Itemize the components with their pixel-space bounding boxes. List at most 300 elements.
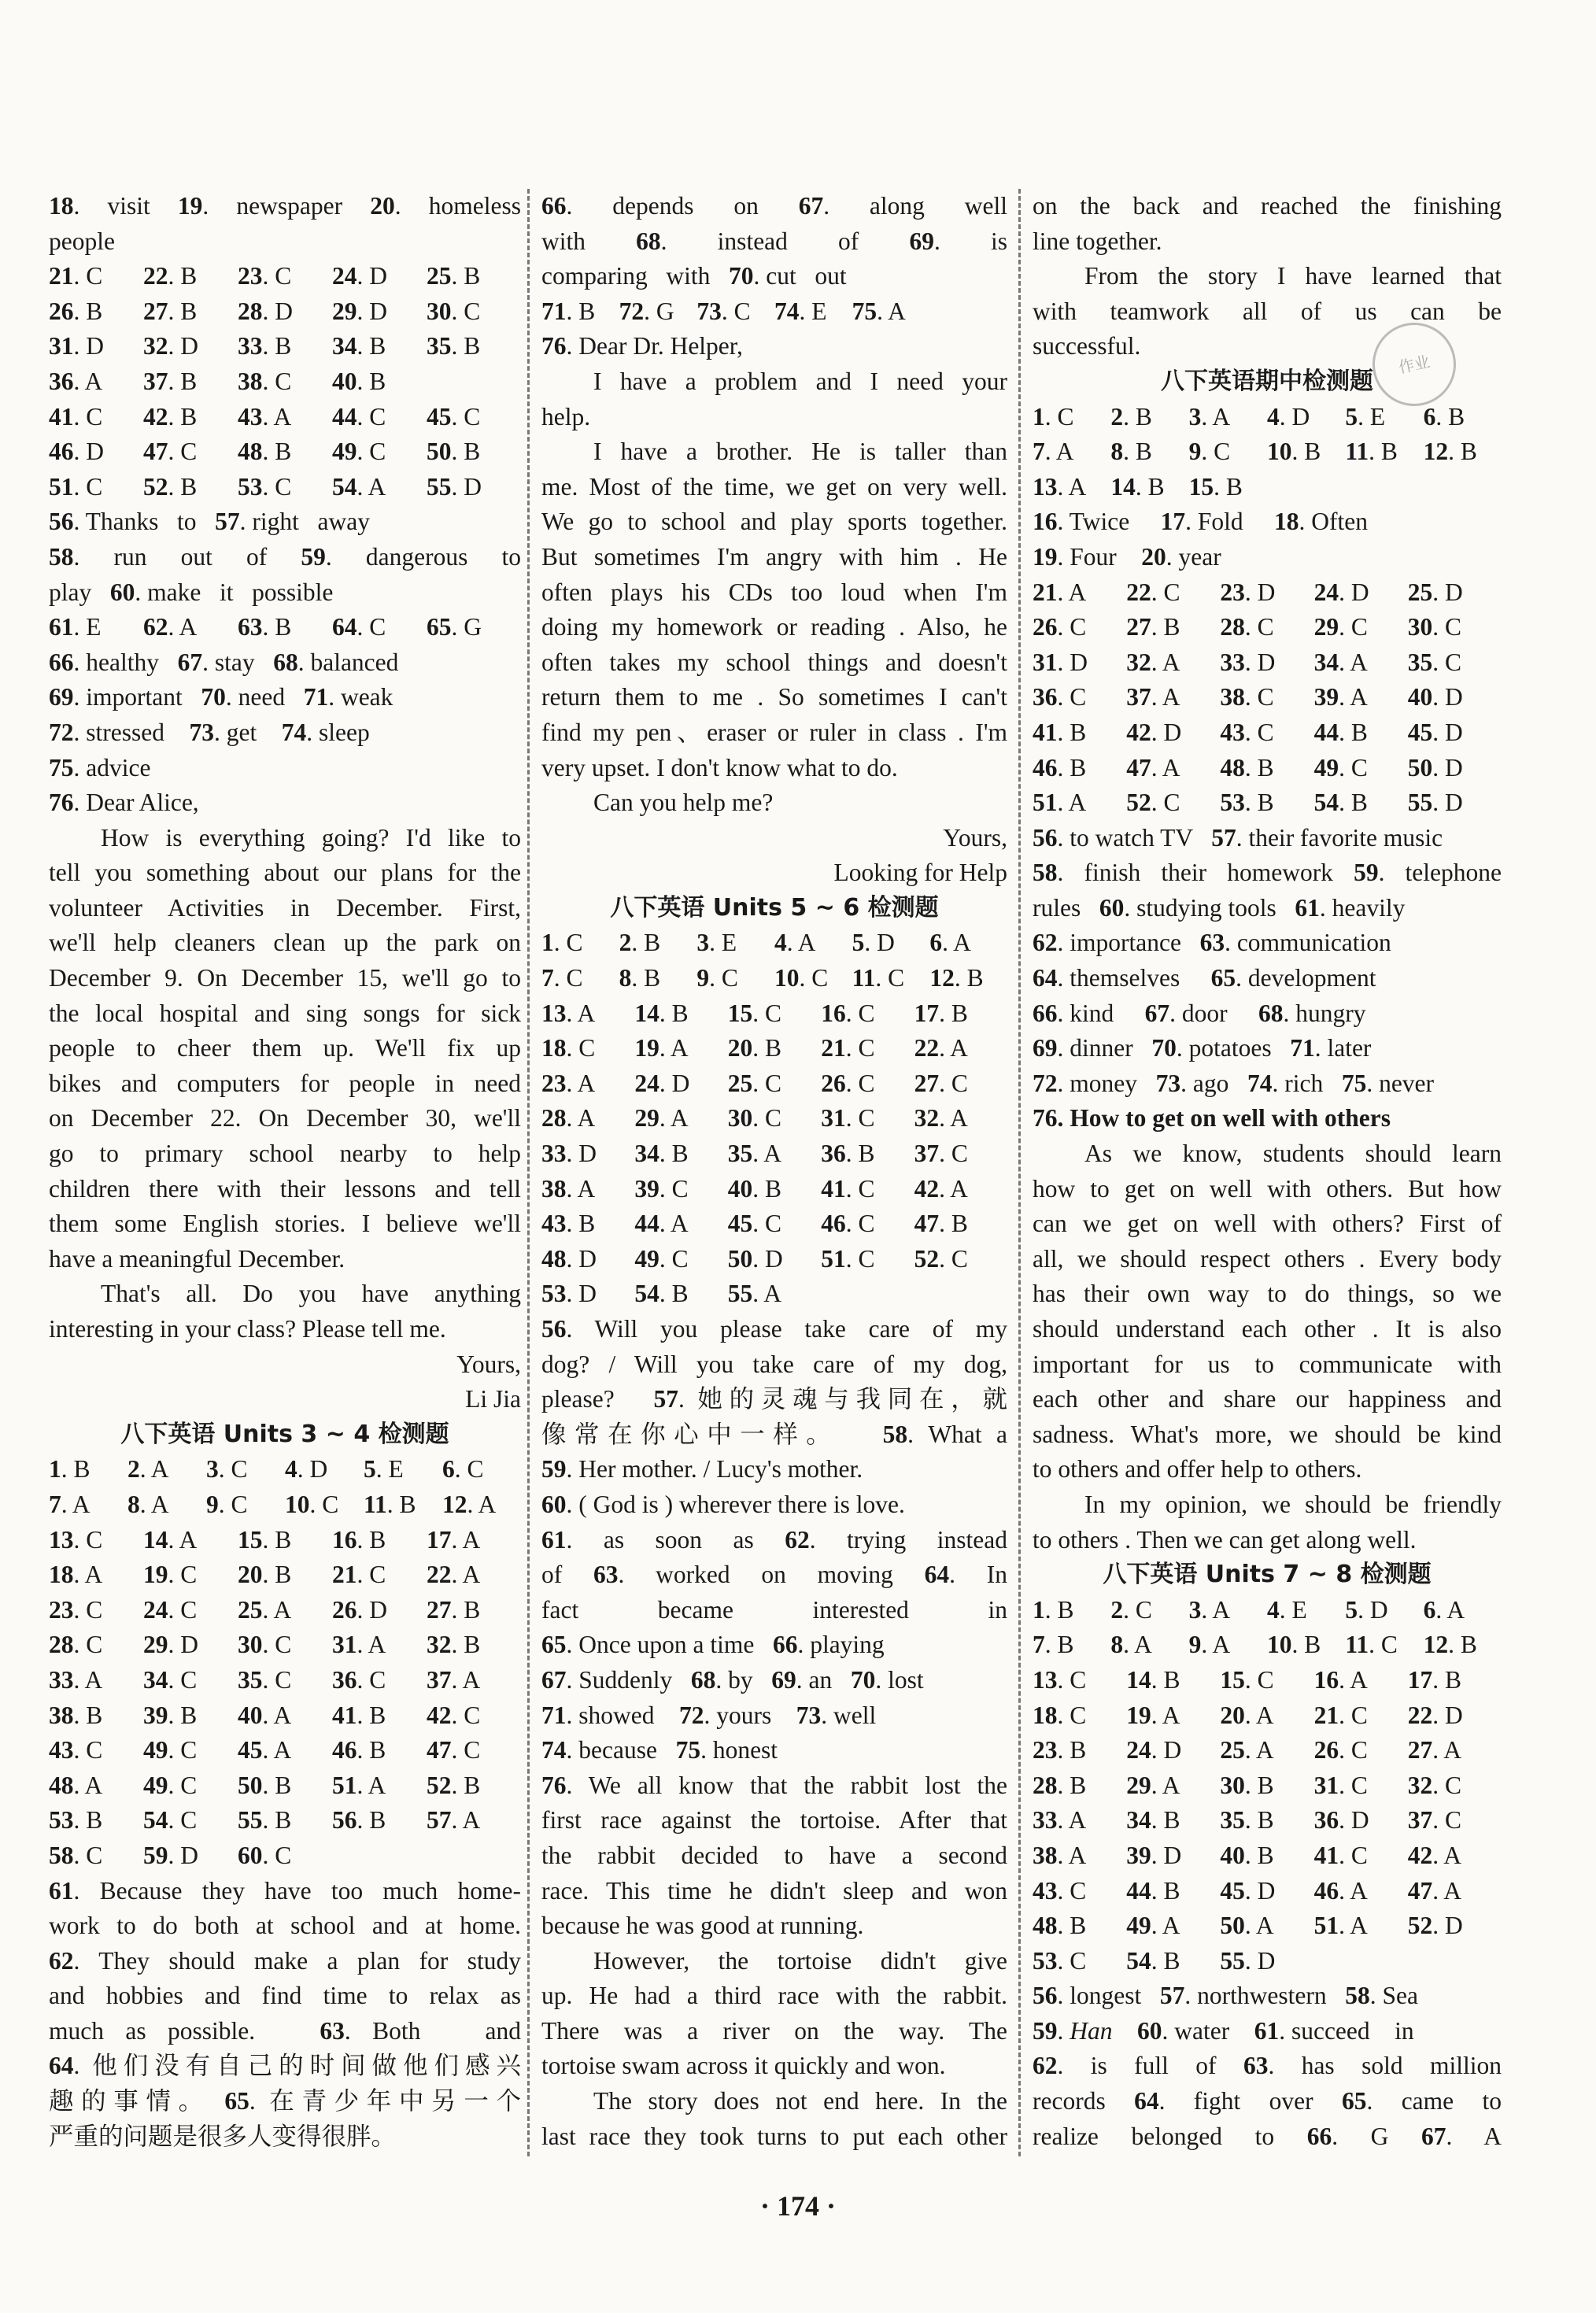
answer-item: 54. A [332,472,386,501]
answer-item: 46. C [821,1210,875,1238]
answer-item: 28. C [1220,613,1274,641]
answer-item: 50. B [238,1771,292,1799]
answer-item: 40. A [238,1701,292,1729]
answer-item: 33. D [541,1140,597,1168]
answer-item: 54. B [1313,789,1368,817]
text-line: comparing with 70. cut out [541,262,847,290]
text-line: I have a problem and I need your [593,367,1007,395]
text-line: please? 57. 她的灵魂与我同在，就 [541,1385,1007,1413]
answer-item: 58. C [49,1841,103,1869]
answer-item [427,1838,521,1874]
answer-item: 34. B [332,332,386,360]
text-line: because he was good at running. [541,1912,864,1940]
answer-item: 47. A [1407,1876,1462,1905]
text-line: work to do both at school and at home. [49,1912,521,1940]
text-line: play 60. make it possible [49,578,334,606]
answer-item: 6. C [442,1455,484,1483]
answer-item: 27. B [427,1595,481,1624]
answer-item: 35. C [238,1665,292,1694]
answer-row [49,1803,521,1838]
answer-item: 11. B [1345,438,1398,466]
answer-item: 55. D [427,472,482,501]
answer-item: 4. D [285,1455,328,1483]
answer-item: 14. B [1110,472,1165,501]
answer-row [541,996,1007,1032]
text-line: From the story I have learned that [1084,262,1502,290]
text-line: of 63. worked on moving 64. In [541,1561,1007,1589]
answer-item: 49. C [1313,753,1368,781]
text-line: find my pen、eraser or ruler in class . I'm [541,718,1007,746]
answer-item: 49. C [143,1771,198,1799]
answer-item: 28. B [1033,1771,1087,1799]
answer-item: 55. D [1407,789,1463,817]
answer-item: 35. B [427,332,481,360]
text-line: 18. visit 19. newspaper 20. homeless [49,192,522,220]
answer-item: 53. B [49,1806,103,1835]
answer-item: 31. A [332,1631,386,1659]
text-line: with teamwork all of us can be [1033,297,1502,325]
answer-item: 30. C [238,1631,292,1659]
text-line: fact became interested in [541,1595,1007,1624]
text-line: me. Most of the time, we get on very well. [541,472,1007,501]
answer-row [541,1101,1007,1136]
answer-item: 42. D [1126,718,1182,746]
text-line: 16. Twice 17. Fold 18. Often [1033,508,1368,536]
answer-item: 30. C [427,297,481,325]
text-line: line together. [1033,227,1162,255]
answer-item: 12. B [1423,1631,1477,1659]
text-line: 56. Will you please take care of my [541,1315,1007,1343]
text-line: people [49,227,115,255]
answer-row [1033,1663,1502,1698]
answer-row-6 [541,926,1007,961]
answer-item: 50. B [427,438,481,466]
answer-row [49,610,521,645]
text-line: 64. themselves 65. development [1033,964,1376,992]
answer-item: 31. D [49,332,104,360]
answer-item: 21. A [1033,578,1087,606]
text-line: realize belonged to 66. G 67. A [1033,2122,1502,2150]
answer-item: 72. G [619,297,674,325]
text-line: Yours, [456,1350,521,1378]
answer-item: 41. B [332,1701,386,1729]
answer-item: 35. C [1407,648,1462,676]
text-line: often takes my school things and doesn't [541,648,1007,676]
answer-row [49,434,521,470]
answer-item: 42. C [427,1701,481,1729]
answer-item: 33. A [49,1665,103,1694]
answer-item: 31. C [821,1104,875,1132]
answer-item: 18. A [49,1561,103,1589]
answer-item: 23. C [238,262,292,290]
text-line: 61. as soon as 62. trying instead [541,1525,1007,1554]
answer-item: 35. A [727,1140,782,1168]
answer-item: 4. E [1267,1595,1307,1624]
answer-item: 2. C [1110,1595,1152,1624]
text-line: bikes and computers for people in need [49,1069,521,1097]
answer-item: 1. B [1033,1595,1074,1624]
answer-item: 48. D [541,1244,597,1273]
answer-item: 49. A [1126,1912,1180,1940]
answer-item: 32. C [1407,1771,1462,1799]
answer-item [1345,470,1423,505]
answer-item [914,1277,1007,1312]
answer-item: 30. C [727,1104,782,1132]
text-line: dog? / Will you take care of my dog, [541,1350,1007,1378]
answer-item: 37. B [143,367,198,395]
text-line: with 68. instead of 69. is [541,227,1007,255]
answer-item: 24. C [143,1595,198,1624]
answer-item: 32. A [1126,648,1180,676]
answer-item: 64. C [332,613,386,641]
answer-item: 27. A [1407,1736,1462,1764]
text-line: tell you something about our plans for the [49,859,521,887]
answer-item: 59. D [143,1841,198,1869]
answer-item: 22. B [143,262,198,290]
answer-row-6 [1033,434,1502,470]
answer-item [929,294,1007,330]
answer-item: 33. B [238,332,292,360]
answer-row [541,1066,1007,1102]
answer-item: 45. C [427,402,481,430]
answer-item: 36. D [1313,1806,1369,1835]
text-line: 64. 他们没有自己的时间做他们感兴 [49,2052,521,2080]
answer-item: 44. B [1313,718,1368,746]
answer-row [1033,610,1502,645]
answer-item: 3. E [696,929,737,957]
text-line: very upset. I don't know what to do. [541,753,898,781]
column-left [49,189,521,2154]
answer-item: 12. A [442,1490,497,1518]
answer-item: 25. A [1220,1736,1274,1764]
answer-row-6 [1033,1628,1502,1663]
answer-item: 13. A [541,999,596,1027]
answer-item: 46. B [332,1736,386,1764]
answer-item: 48. A [49,1771,103,1799]
answer-item: 20. B [727,1034,782,1062]
text-line: 56. Thanks to 57. right away [49,508,371,536]
answer-item: 28. C [49,1631,103,1659]
answer-item: 51. A [1313,1912,1368,1940]
answer-item: 26. C [1033,613,1087,641]
answer-item: 10. B [1267,1631,1321,1659]
answer-item: 52. C [1126,789,1180,817]
answer-item: 21. C [332,1561,386,1589]
answer-item: 54. B [1126,1946,1180,1975]
answer-item: 41. B [1033,718,1087,746]
answer-row [1033,1838,1502,1874]
answer-item: 1. C [541,929,583,957]
text-line: As we know, students should learn [1084,1140,1502,1168]
answer-item: 34. A [1313,648,1368,676]
answer-row [49,1663,521,1698]
answer-item: 51. A [332,1771,386,1799]
answer-item: 30. B [1220,1771,1274,1799]
answer-item: 8. B [619,964,661,992]
answer-row [1033,1944,1502,1979]
answer-item: 42. A [1407,1841,1462,1869]
answer-item: 5. D [852,929,895,957]
answer-item: 38. B [49,1701,103,1729]
answer-item: 41. C [821,1174,875,1203]
answer-item [1314,1944,1408,1979]
text-line: 69. dinner 70. potatoes 71. later [1033,1034,1372,1062]
text-line: race. This time he didn't sleep and won [541,1876,1007,1905]
answer-item: 63. B [238,613,292,641]
answer-item: 44. A [634,1210,689,1238]
answer-item: 71. B [541,297,596,325]
answer-item: 27. C [914,1069,968,1097]
answer-item: 13. C [49,1525,103,1554]
text-line: 69. important 70. need 71. weak [49,683,393,711]
answer-item: 13. C [1033,1665,1087,1694]
answer-item: 53. B [1220,789,1274,817]
text-line: 74. because 75. honest [541,1736,778,1764]
answer-item: 25. D [1407,578,1463,606]
text-line: There was a river on the way. The [541,2016,1007,2045]
answer-item: 15. B [1188,472,1243,501]
answer-item: 52. D [1407,1912,1463,1940]
answer-item: 36. A [49,367,103,395]
text-line: 76. How to get on well with others [1033,1104,1391,1132]
answer-item: 9. C [1188,438,1231,466]
answer-item: 45. A [238,1736,292,1764]
text-line: Looking for Help [833,859,1007,887]
answer-row [1033,1803,1502,1838]
answer-item: 23. D [1220,578,1276,606]
answer-item: 24. D [634,1069,690,1097]
answer-item: 44. C [332,402,386,430]
answer-item: 49. C [332,438,386,466]
text-line: 56. longest 57. northwestern 58. Sea [1033,1982,1418,2010]
text-line: 76. We all know that the rabbit lost the [541,1771,1007,1799]
answer-item: 52. C [914,1244,968,1273]
text-line: 76. Dear Dr. Helper, [541,332,743,360]
text-line: 59. Han 60. water 61. succeed in [1033,2016,1414,2045]
section-heading: 八下英语期中检测题 [1161,367,1373,395]
text-line: volunteer Activities in December. First, [49,893,521,922]
answer-item: 65. G [427,613,482,641]
answer-item: 5. D [1345,1595,1388,1624]
watermark-stamp: 作业 [1365,315,1464,414]
answer-row [49,329,521,364]
answer-item: 17. B [914,999,968,1027]
text-line: 62. is full of 63. has sold million [1033,2052,1502,2080]
text-line: to others and offer help to others. [1033,1455,1362,1483]
text-line: successful. [1033,332,1141,360]
answer-item: 37. A [427,1665,481,1694]
answer-row-6 [541,961,1007,996]
answer-item: 3. A [1188,402,1231,430]
answer-item: 54. B [634,1280,689,1308]
text-line: 75. advice [49,753,151,781]
section-heading: 八下英语 Units 3 ~ 4 检测题 [120,1420,449,1448]
answer-item: 18. C [1033,1701,1087,1729]
answer-item: 32. D [143,332,198,360]
answer-item: 2. B [619,929,661,957]
answer-row [49,470,521,505]
answer-item: 20. A [1220,1701,1274,1729]
answer-item: 55. B [238,1806,292,1835]
answer-item: 6. B [1423,402,1465,430]
answer-row [49,1698,521,1734]
column-right [1033,189,1502,2154]
answer-item: 19. A [634,1034,689,1062]
answer-item: 33. D [1220,648,1276,676]
text-line: children there with their lessons and tell [49,1174,521,1203]
answer-item: 26. D [332,1595,387,1624]
answer-item: 37. A [1126,683,1180,711]
answer-item: 14. B [634,999,689,1027]
answer-item: 44. B [1126,1876,1180,1905]
text-line: 58. finish their homework 59. telephone [1033,859,1502,887]
answer-item: 43. C [1220,718,1274,746]
answer-item: 22. A [427,1561,481,1589]
answer-item: 7. C [541,964,583,992]
text-line: 66. depends on 67. along well [541,192,1007,220]
answer-row [49,1838,521,1874]
answer-item: 56. B [332,1806,386,1835]
answer-item: 43. A [238,402,292,430]
answer-item: 55. D [1220,1946,1276,1975]
answer-item: 39. C [634,1174,689,1203]
text-line: 严重的问题是很多人变得很胖。 [49,2122,397,2150]
answer-item: 50. A [1220,1912,1274,1940]
text-line: them some English stories. I believe we'll [49,1210,521,1238]
answer-item: 43. C [49,1736,103,1764]
text-line: interesting in your class? Please tell me. [49,1315,446,1343]
answer-item: 12. B [1423,438,1477,466]
answer-row [1033,751,1502,786]
answer-item: 38. C [238,367,292,395]
answer-item: 38. C [1220,683,1274,711]
answer-row [1033,715,1502,751]
text-line: can we get on well with others? First of [1033,1210,1502,1238]
text-line: have a meaningful December. [49,1244,345,1273]
answer-item: 39. B [143,1701,198,1729]
answer-item: 39. D [1126,1841,1182,1869]
answer-item: 25. A [238,1595,292,1624]
answer-item: 19. A [1126,1701,1180,1729]
column-divider [1018,189,1021,2156]
text-line: 71. showed 72. yours 73. well [541,1701,877,1729]
text-line: all, we should respect others . Every body [1033,1244,1502,1273]
text-line: rules 60. studying tools 61. heavily [1033,893,1406,922]
answer-item: 61. E [49,613,102,641]
text-line: and hobbies and find time to relax as [49,1982,521,2010]
answer-item: 52. B [427,1771,481,1799]
answer-item: 31. D [1033,648,1088,676]
answer-row [49,1768,521,1804]
answer-item: 62. A [143,613,198,641]
answer-item: 25. B [427,262,481,290]
answer-item: 57. A [427,1806,481,1835]
answer-item: 5. E [364,1455,404,1483]
answer-item: 8. A [1110,1631,1152,1659]
answer-item: 15. C [1220,1665,1274,1694]
answer-item: 27. B [1126,613,1180,641]
answer-item: 9. A [1188,1631,1231,1659]
answer-item: 35. B [1220,1806,1274,1835]
answer-item: 9. C [696,964,738,992]
answer-item: 4. A [774,929,816,957]
answer-item: 51. C [821,1244,875,1273]
answer-item: 41. C [49,402,103,430]
answer-item: 52. B [143,472,198,501]
answer-item: 17. B [1407,1665,1462,1694]
answer-item [1424,470,1502,505]
answer-item: 6. A [929,929,971,957]
text-line: I have a brother. He is taller than [593,438,1007,466]
answer-item: 1. C [1033,402,1074,430]
answer-row-6 [1033,470,1502,505]
answer-item: 22. D [1407,1701,1463,1729]
answer-item: 2. A [127,1455,169,1483]
text-line: The story does not end here. In the [593,2087,1007,2115]
answer-row [541,1277,1007,1312]
answer-item: 2. B [1110,402,1152,430]
answer-item: 23. B [1033,1736,1087,1764]
answer-item: 36. B [821,1140,875,1168]
answer-item [332,1838,427,1874]
answer-item: 24. D [332,262,387,290]
text-line: we'll help cleaners clean up the park on [49,929,521,957]
answer-item: 9. C [206,1490,248,1518]
answer-item: 24. D [1313,578,1369,606]
text-line: 58. run out of 59. dangerous to [49,542,521,571]
text-line: on December 22. On December 30, we'll [49,1104,521,1132]
answer-item: 22. A [914,1034,968,1062]
text-line: In my opinion, we should be friendly [1084,1490,1502,1518]
answer-item: 45. D [1407,718,1463,746]
answer-item: 21. C [821,1034,875,1062]
answer-item: 54. C [143,1806,198,1835]
answer-item: 40. B [727,1174,782,1203]
answer-item: 53. C [238,472,292,501]
text-line: should understand each other . It is also [1033,1315,1502,1343]
answer-row [49,1557,521,1593]
answer-item: 45. C [727,1210,782,1238]
answer-item: 38. A [541,1174,596,1203]
answer-row [541,1136,1007,1172]
answer-item: 30. C [1407,613,1462,641]
text-line: 72. stressed 73. get 74. sleep [49,718,370,746]
answer-item: 15. C [727,999,782,1027]
answer-item: 55. A [727,1280,782,1308]
answer-item: 26. C [821,1069,875,1097]
text-line: often plays his CDs too loud when I'm [541,578,1007,606]
answer-item: 27. B [143,297,198,325]
answer-row [1033,645,1502,681]
text-line: 72. money 73. ago 74. rich 75. never [1033,1069,1435,1097]
answer-item: 28. D [238,297,293,325]
text-line: last race they took turns to put each other [541,2122,1007,2150]
answer-item: 26. B [49,297,103,325]
answer-item: 23. A [541,1069,596,1097]
text-line: 67. Suddenly 68. by 69. an 70. lost [541,1665,924,1694]
answer-item: 7. B [1033,1631,1074,1659]
answer-item: 28. A [541,1104,596,1132]
answer-row-6 [49,1452,521,1487]
answer-item: 34. C [143,1665,198,1694]
text-line: 60. ( God is ) wherever there is love. [541,1490,905,1518]
answer-item [427,364,521,400]
answer-row [1033,1768,1502,1804]
text-line: 59. Her mother. / Lucy's mother. [541,1455,863,1483]
answer-item: 38. A [1033,1841,1087,1869]
answer-item: 12. B [929,964,984,992]
answer-row [49,1733,521,1768]
